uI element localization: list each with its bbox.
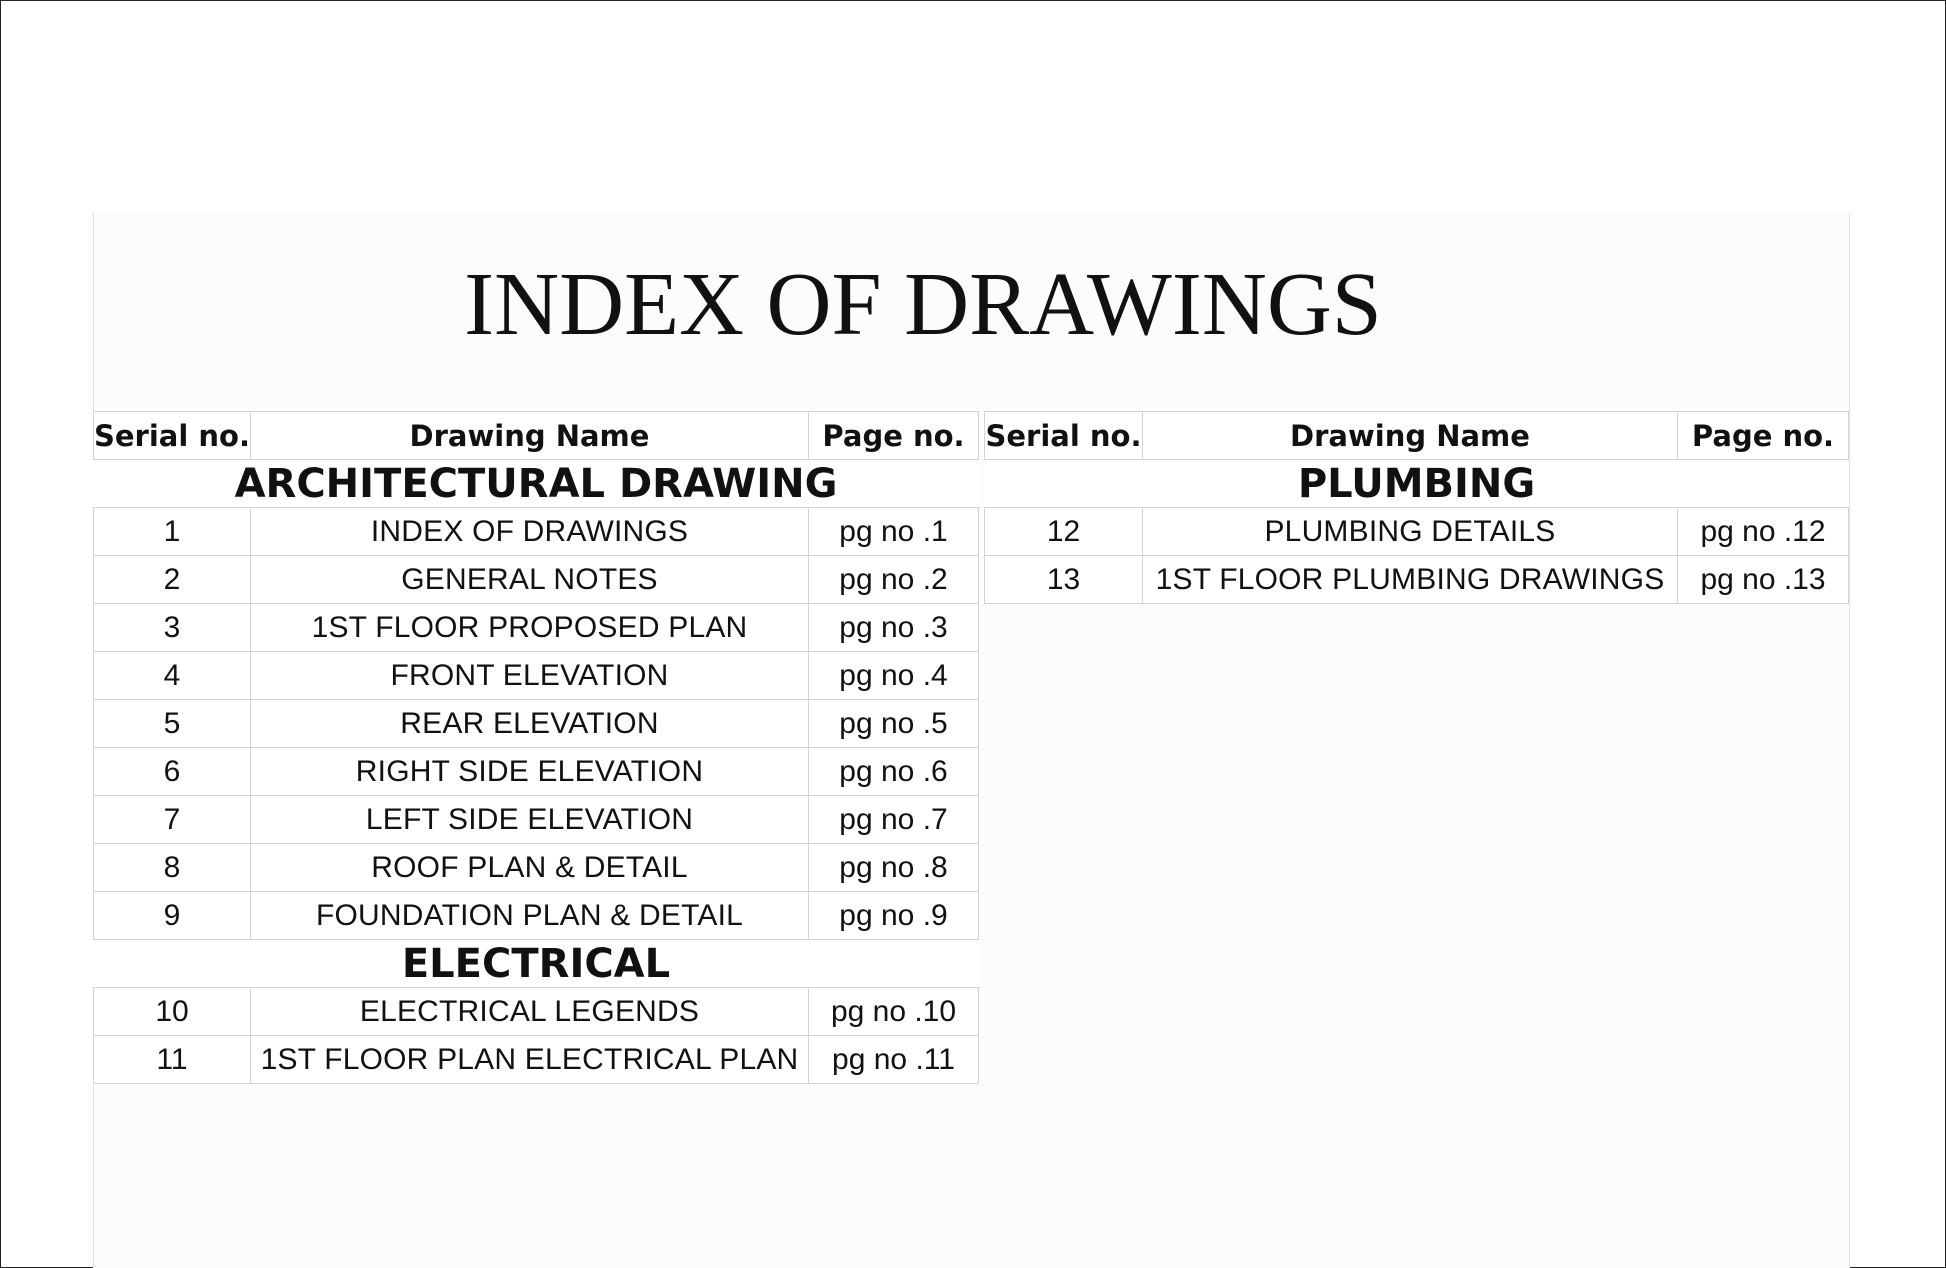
- drawing-name-cell: ROOF PLAN & DETAIL: [251, 844, 809, 892]
- page-number-cell: pg no .9: [809, 892, 979, 940]
- serial-cell: 1: [94, 508, 251, 556]
- page-number-cell: pg no .13: [1678, 556, 1849, 604]
- serial-cell: 10: [94, 988, 251, 1036]
- drawing-index-table-right: [984, 411, 1849, 604]
- right-table-body: [985, 460, 1849, 604]
- serial-cell: 8: [94, 844, 251, 892]
- section-heading-row: [985, 460, 1849, 508]
- table-row: [94, 988, 979, 1036]
- drawing-name-cell: FRONT ELEVATION: [251, 652, 809, 700]
- table-row: [94, 700, 979, 748]
- serial-cell: 11: [94, 1036, 251, 1084]
- drawing-name-header: Drawing Name: [251, 412, 809, 460]
- drawing-name-cell: 1ST FLOOR PLAN ELECTRICAL PLAN: [251, 1036, 809, 1084]
- page-number-cell: pg no .5: [809, 700, 979, 748]
- page-number-cell: pg no .2: [809, 556, 979, 604]
- serial-cell: 6: [94, 748, 251, 796]
- drawing-name-cell: REAR ELEVATION: [251, 700, 809, 748]
- drawing-name-header: Drawing Name: [1143, 412, 1678, 460]
- page-number-cell: pg no .10: [809, 988, 979, 1036]
- table-row: [94, 844, 979, 892]
- section-heading-row: [94, 940, 979, 988]
- serial-header: Serial no.: [985, 412, 1143, 460]
- section-heading: PLUMBING: [985, 460, 1849, 508]
- table-row: [94, 796, 979, 844]
- page-number-cell: pg no .7: [809, 796, 979, 844]
- page-number-cell: pg no .6: [809, 748, 979, 796]
- drawing-name-cell: 1ST FLOOR PROPOSED PLAN: [251, 604, 809, 652]
- drawing-name-cell: FOUNDATION PLAN & DETAIL: [251, 892, 809, 940]
- drawing-name-cell: GENERAL NOTES: [251, 556, 809, 604]
- table-row: [985, 508, 1849, 556]
- page-header: Page no.: [809, 412, 979, 460]
- serial-cell: 4: [94, 652, 251, 700]
- serial-cell: 7: [94, 796, 251, 844]
- header-row: [985, 412, 1849, 460]
- drawing-name-cell: RIGHT SIDE ELEVATION: [251, 748, 809, 796]
- drawing-index-table-left: [93, 411, 979, 1084]
- section-heading-row: [94, 460, 979, 508]
- table-row: [94, 652, 979, 700]
- page-title: INDEX OF DRAWINGS: [464, 255, 1382, 354]
- header-row: [94, 412, 979, 460]
- left-table-body: [94, 460, 979, 1084]
- page-number-cell: pg no .11: [809, 1036, 979, 1084]
- drawing-name-cell: 1ST FLOOR PLUMBING DRAWINGS: [1143, 556, 1678, 604]
- table-row: [94, 604, 979, 652]
- page-header: Page no.: [1678, 412, 1849, 460]
- table-row: [94, 556, 979, 604]
- section-heading: ELECTRICAL: [94, 940, 979, 988]
- drawing-name-cell: INDEX OF DRAWINGS: [251, 508, 809, 556]
- serial-cell: 13: [985, 556, 1143, 604]
- drawing-name-cell: LEFT SIDE ELEVATION: [251, 796, 809, 844]
- serial-cell: 3: [94, 604, 251, 652]
- drawing-name-cell: ELECTRICAL LEGENDS: [251, 988, 809, 1036]
- table-row: [985, 556, 1849, 604]
- page-number-cell: pg no .8: [809, 844, 979, 892]
- page-number-cell: pg no .4: [809, 652, 979, 700]
- page-number-cell: pg no .3: [809, 604, 979, 652]
- table-row: [94, 1036, 979, 1084]
- serial-cell: 5: [94, 700, 251, 748]
- drawing-name-cell: PLUMBING DETAILS: [1143, 508, 1678, 556]
- serial-header: Serial no.: [94, 412, 251, 460]
- page-number-cell: pg no .12: [1678, 508, 1849, 556]
- serial-cell: 12: [985, 508, 1143, 556]
- page-number-cell: pg no .1: [809, 508, 979, 556]
- table-row: [94, 508, 979, 556]
- section-heading: ARCHITECTURAL DRAWING: [94, 460, 979, 508]
- serial-cell: 9: [94, 892, 251, 940]
- table-row: [94, 892, 979, 940]
- table-row: [94, 748, 979, 796]
- serial-cell: 2: [94, 556, 251, 604]
